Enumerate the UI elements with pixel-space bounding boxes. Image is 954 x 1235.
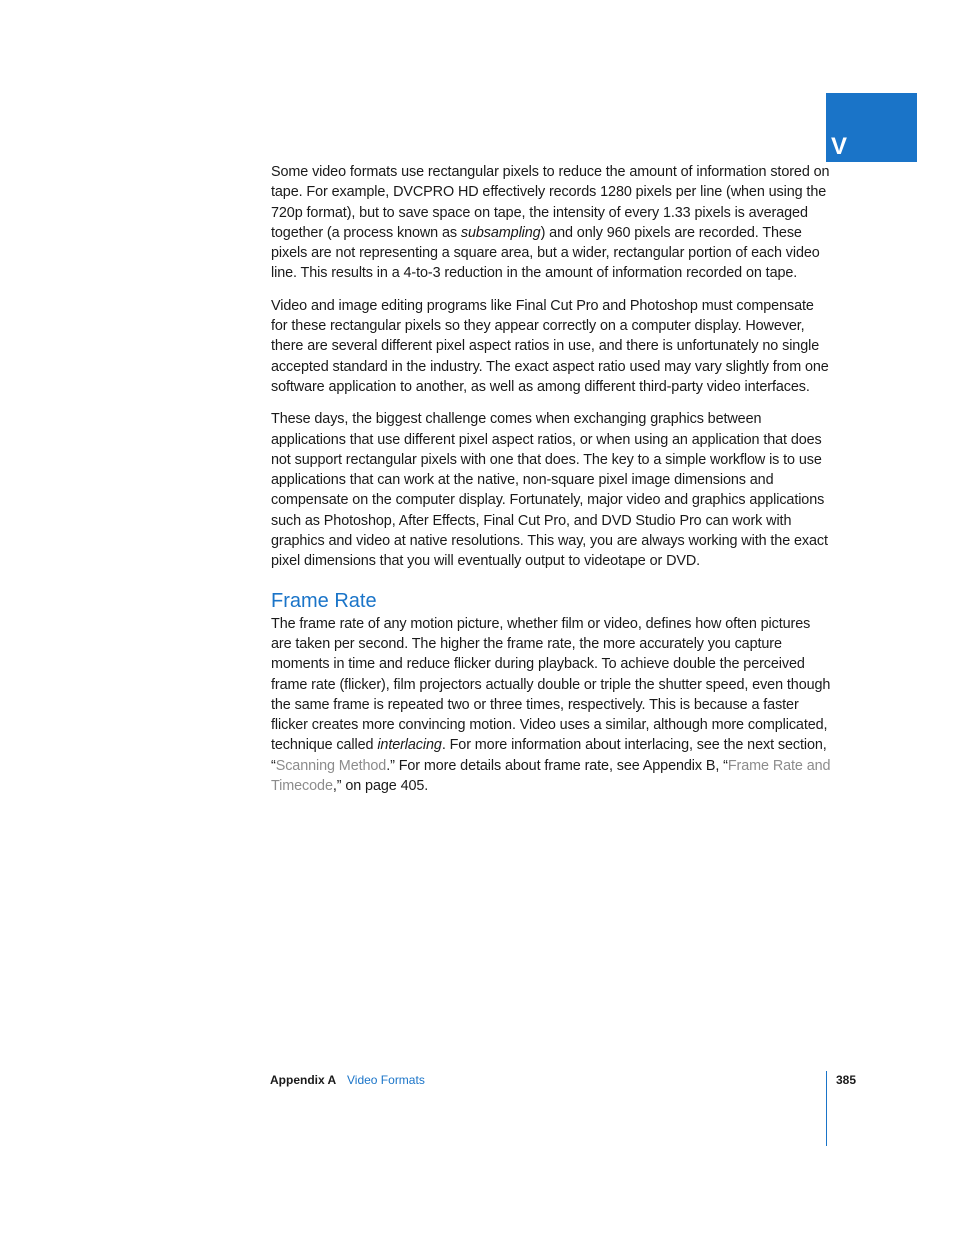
footer-divider [826, 1071, 827, 1146]
page-content [271, 162, 831, 808]
paragraph-text: ) and only 960 pixels are recorded. These pixels are not representing a square area, but a wider, rectangular portion of each video line. This results in a 4-to-3 reduction in the amount of information recorded on tape. [271, 224, 820, 282]
paragraph-rectangular-pixels [271, 162, 831, 284]
footer-appendix-label: Appendix A [270, 1073, 337, 1087]
chapter-tab [826, 93, 917, 162]
paragraph-text: The frame rate of any motion picture, whether film or video, defines how often pictures are taken per second. The higher the frame rate, the more accurately you capture moments in time and reduce flicker during playback. To achieve double the perceived frame rate (flicker), film projectors actually double or triple the shutter speed, even though the same frame is repeated two or three times, respectively. This is because a faster flicker creates more convincing motion. Video uses a similar, although more complicated, technique called [271, 615, 831, 754]
paragraph-text: .” For more details about frame rate, see Appendix B, “ [386, 757, 728, 774]
page-number: 385 [836, 1073, 857, 1087]
link-frame-rate-and-timecode[interactable]: Frame Rate and Timecode [271, 757, 831, 795]
paragraph-text: Some video formats use rectangular pixels to reduce the amount of information stored on tape. For example, DVCPRO HD effectively records 1280 pixels per line (when using the 720p format), but to save space on tape, the intensity of every 1.33 pixels is averaged together (a process known as [271, 164, 830, 241]
paragraph-text: ,” on page 405. [332, 778, 429, 795]
footer-chapter-title[interactable]: Video Formats [347, 1073, 425, 1087]
term-subsampling: subsampling [460, 224, 541, 241]
paragraph-text: . For more information about interlacing, see the next section, “ [271, 737, 827, 774]
link-scanning-method[interactable]: Scanning Method [275, 757, 387, 774]
paragraph-frame-rate [271, 614, 831, 797]
term-interlacing: interlacing [377, 737, 442, 754]
paragraph-aspect-ratios: Video and image editing programs like Final Cut Pro and Photoshop must compensate for these rectangular pixels so they appear correctly on a computer display. However, there are several different pixel aspect ratios in use, and there is unfortunately no single accepted standard in the industry. The exact aspect ratio used may vary slightly from one software application to another, as well as among different third-party video interfaces. [271, 297, 829, 395]
section-heading-frame-rate: Frame Rate [271, 589, 377, 612]
paragraph-exchanging-graphics: These days, the biggest challenge comes when exchanging graphics between applications that use different pixel aspect ratios, or when using an application that does not support rectangular pixels with one that does. The key to a simple workflow is to use applications that can work at the native, non-square pixel image dimensions and compensate on the computer display. Fortunately, major video and graphics applications such as Photoshop, After Effects, Final Cut Pro, and DVD Studio Pro can work with graphics and video at native resolutions. This way, you are always working with the exact pixel dimensions that you will eventually output to videotape or DVD. [271, 411, 828, 570]
chapter-tab-letter: V [831, 133, 848, 160]
